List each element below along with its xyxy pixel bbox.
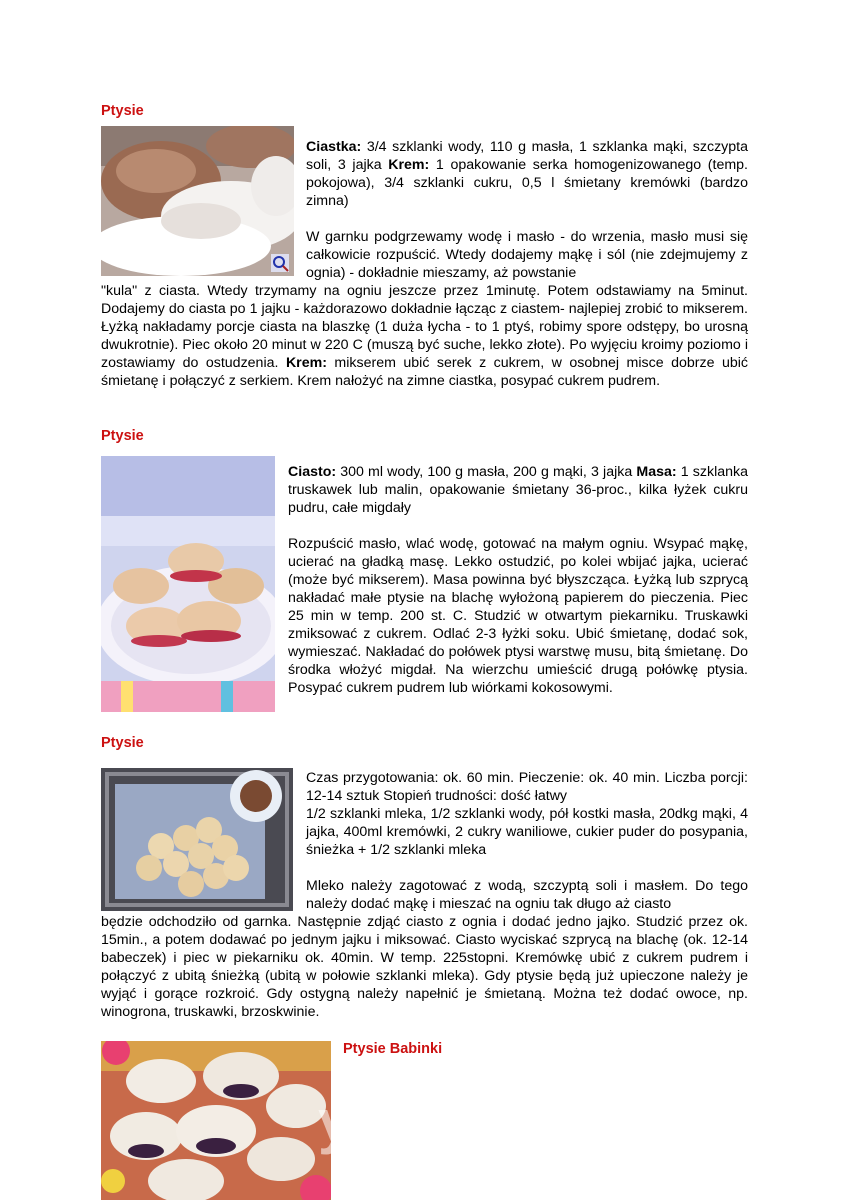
recipe-1-title: Ptysie	[101, 103, 144, 119]
recipe-1-method	[101, 282, 748, 390]
recipe-3-photo	[101, 768, 293, 911]
ingredients-text: 3/4 szklanki wody, 110 g masła, 1 szklanka mąki, szczypta soli, 3 jajka	[306, 139, 748, 173]
ingredients-text: 1 opakowanie serka homogenizowanego (temp. pokojowa), 3/4 szklanki cukru, 0,5 l śmietany kremówki (bardzo zimna)	[306, 157, 749, 209]
ingredients-label-ciastka: Ciastka:	[306, 139, 362, 155]
recipe-1-photo	[101, 126, 294, 276]
method-text: będzie odchodziło od garnka. Następnie zdjąć ciasto z ognia i dodać jedno jajko. Studzić przez ok. 15min., a potem dodawać po jednym jajku i miksować. Ciasto wyciskać szprycą na blachę (ok. 12-14 babeczek) i piec w piekarniku ok. 40min. W temp. 225stopni. Kremówkę ubić z cukrem pudrem i połączyć z ubitą śnieżką (ubitą w połowie szklanki mleka). Gdy ptysie będą już upieczone należy je wyjąć i gorące rozkroić. Gdy ostygną należy napełnić je śmietaną. Można też dodać owoce, np. winogrona, truskawki, brzoskwinie.	[101, 914, 748, 1020]
recipe-3-text	[306, 769, 748, 913]
recipe-3-method-intro: Mleko należy zagotować z wodą, szczyptą soli i masłem. Do tego należy dodać mąkę i mieszać na ogniu tak długo aż ciasto	[306, 878, 748, 912]
recipe-2-method: Rozpuścić masło, wlać wodę, gotować na małym ogniu. Wsypać mąkę, ucierać na gładką masę. Lekko ostudzić, po kolei wbijać jajka, ucierać (może być mikserem). Masa powinna być błyszcząca. Łyżką lub szprycą nakładać małe ptysie na blachę wyłożoną papierem do pieczenia. Piec 25 min w temp. 200 st. C. Studzić w otwartym piekarniku. Truskawki zmiksować z cukrem. Odlać 2-3 łyżki soku. Ubić śmietanę, dodać sok, wymieszać. Nakładać do połówek ptysi warstwę musu, bitą śmietanę. Do środka włożyć migdał. Na wierzchu umieścić drugą połówkę ptysia. Posypać cukrem pudrem lub wiórkami kokosowymi.	[288, 536, 748, 696]
recipe-3-method	[101, 913, 748, 1021]
recipe-3-ingredients: 1/2 szklanki mleka, 1/2 szklanki wody, pół kostki masła, 20dkg mąki, 4 jajka, 400ml kremówki, 2 cukry waniliowe, cukier puder do posypania, śnieżka + 1/2 szklanki mleka	[306, 806, 748, 858]
recipe-2-text	[288, 463, 748, 697]
recipe-3-info: Czas przygotowania: ok. 60 min. Pieczenie: ok. 40 min. Liczba porcji: 12-14 sztuk Stopień trudności: dość łatwy	[306, 770, 748, 804]
ingredients-label-ciasto: Ciasto:	[288, 464, 337, 480]
method-text: "kula" z ciasta. Wtedy trzymamy na ogniu jeszcze przez 1minutę. Potem odstawiamy na 5minut. Dodajemy do ciasta po 1 jajku - każdorazowo dokładnie łącząc z ciastem- najlepiej zrobić to mikserem. Łyżką nakładamy porcje ciasta na blaszkę (1 duża łycha - to 1 ptyś, robimy spore odstępy, bo urosną dwukrotnie). Piec około 20 minut w 220 C (muszą być suche, lekko złote). Po wyjęciu kroimy poziomo i zostawiamy do ostudzenia.	[101, 283, 748, 371]
ingredients-label-masa: Masa:	[636, 464, 677, 480]
recipe-1-method-intro: W garnku podgrzewamy wodę i masło - do wrzenia, masło musi się całkowicie rozpuścić. Wtedy dodajemy mąkę i sól (nie zdejmujemy z ognia) - dokładnie mieszamy, aż powstanie	[306, 229, 748, 281]
recipe-2-photo	[101, 456, 275, 712]
recipe-4-title: Ptysie Babinki	[343, 1041, 443, 1057]
watermark: ydomowe.pl	[318, 1088, 675, 1155]
ingredients-label-krem: Krem:	[388, 157, 430, 173]
recipe-3-title: Ptysie	[101, 735, 144, 751]
recipe-2-title: Ptysie	[101, 428, 144, 444]
ingredients-text: 300 ml wody, 100 g masła, 200 g mąki, 3 jajka	[336, 464, 637, 480]
method-text: mikserem ubić serek z cukrem, w osobnej misce dobrze ubić śmietanę i połączyć z serkiem. Krem nałożyć na zimne ciastka, posypać cukrem pudrem.	[101, 355, 748, 389]
method-label-krem: Krem:	[285, 355, 327, 371]
ingredients-text: 1 szklanka truskawek lub malin, opakowanie śmietany 36-proc., kilka łyżek cukru pudru, całe migdały	[288, 464, 748, 516]
recipe-1-ingredients	[306, 138, 748, 282]
recipe-4-photo	[101, 1041, 331, 1200]
